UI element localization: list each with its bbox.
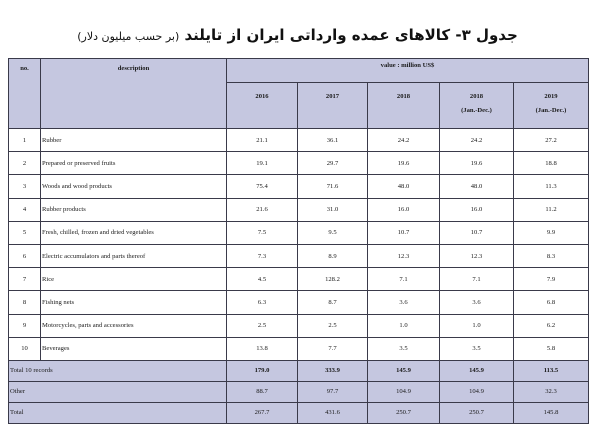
row-value: 18.8 <box>514 152 589 175</box>
table-row <box>9 129 589 152</box>
row-value: 10.7 <box>368 221 440 244</box>
summary-value: 179.0 <box>227 360 298 381</box>
row-value: 7.9 <box>514 268 589 291</box>
summary-value: 250.7 <box>368 402 440 423</box>
row-value: 8.9 <box>298 244 368 267</box>
summary-value: 145.9 <box>440 360 514 381</box>
summary-label: Other <box>9 381 227 402</box>
row-value: 12.3 <box>368 244 440 267</box>
row-description: Woods and wood products <box>41 175 227 198</box>
row-description: Fishing nets <box>41 291 227 314</box>
row-description: Motorcycles, parts and accessories <box>41 314 227 337</box>
row-value: 7.1 <box>440 268 514 291</box>
row-value: 10.7 <box>440 221 514 244</box>
header-no: no. <box>9 59 41 129</box>
table-row <box>9 314 589 337</box>
table-row <box>9 198 589 221</box>
row-value: 8.7 <box>298 291 368 314</box>
row-value: 21.6 <box>227 198 298 221</box>
header-year-note: (Jan.-Dec.) <box>535 106 567 114</box>
row-value: 3.6 <box>368 291 440 314</box>
row-value: 27.2 <box>514 129 589 152</box>
row-value: 7.5 <box>227 221 298 244</box>
row-value: 24.2 <box>440 129 514 152</box>
row-value: 128.2 <box>298 268 368 291</box>
row-number: 1 <box>9 129 41 152</box>
header-year-label: 2016 <box>255 93 269 100</box>
row-value: 19.1 <box>227 152 298 175</box>
row-description: Fresh, chilled, frozen and dried vegetables <box>41 221 227 244</box>
header-year-label: 2018 <box>396 93 411 100</box>
table-row <box>9 244 589 267</box>
row-value: 16.0 <box>440 198 514 221</box>
row-value: 21.1 <box>227 129 298 152</box>
row-value: 6.3 <box>227 291 298 314</box>
row-value: 29.7 <box>298 152 368 175</box>
row-value: 13.8 <box>227 337 298 360</box>
row-value: 19.6 <box>440 152 514 175</box>
row-number: 8 <box>9 291 41 314</box>
summary-value: 145.9 <box>368 360 440 381</box>
row-value: 31.0 <box>298 198 368 221</box>
summary-value: 113.5 <box>514 360 589 381</box>
row-number: 3 <box>9 175 41 198</box>
imports-table <box>8 58 589 424</box>
row-value: 7.1 <box>368 268 440 291</box>
row-value: 36.1 <box>298 129 368 152</box>
row-number: 5 <box>9 221 41 244</box>
table-row <box>9 175 589 198</box>
summary-value: 97.7 <box>298 381 368 402</box>
table-title-unit: (بر حسب میلیون دلار) <box>77 30 180 43</box>
row-description: Rubber <box>41 129 227 152</box>
summary-row <box>9 360 589 381</box>
row-value: 19.6 <box>368 152 440 175</box>
header-value-group: value : million US$ <box>227 59 589 83</box>
row-value: 48.0 <box>368 175 440 198</box>
summary-value: 250.7 <box>440 402 514 423</box>
summary-row <box>9 381 589 402</box>
header-year <box>368 83 440 129</box>
table-title <box>0 26 595 44</box>
row-value: 11.3 <box>514 175 589 198</box>
header-year <box>298 83 368 129</box>
summary-value: 88.7 <box>227 381 298 402</box>
row-number: 7 <box>9 268 41 291</box>
row-value: 6.8 <box>514 291 589 314</box>
row-value: 7.7 <box>298 337 368 360</box>
summary-label: Total <box>9 402 227 423</box>
summary-value: 32.3 <box>514 381 589 402</box>
row-value: 7.3 <box>227 244 298 267</box>
row-value: 48.0 <box>440 175 514 198</box>
row-value: 12.3 <box>440 244 514 267</box>
row-value: 16.0 <box>368 198 440 221</box>
row-number: 2 <box>9 152 41 175</box>
table-row <box>9 337 589 360</box>
row-value: 6.2 <box>514 314 589 337</box>
row-value: 3.5 <box>368 337 440 360</box>
summary-value: 333.9 <box>298 360 368 381</box>
row-value: 71.6 <box>298 175 368 198</box>
row-value: 3.6 <box>440 291 514 314</box>
row-value: 5.8 <box>514 337 589 360</box>
row-number: 9 <box>9 314 41 337</box>
row-description: Rubber products <box>41 198 227 221</box>
header-year-note: (Jan.-Dec.) <box>461 106 492 114</box>
header-year <box>227 83 298 129</box>
summary-value: 145.8 <box>514 402 589 423</box>
row-value: 9.9 <box>514 221 589 244</box>
summary-label: Total 10 records <box>9 360 227 381</box>
row-number: 6 <box>9 244 41 267</box>
row-value: 9.5 <box>298 221 368 244</box>
summary-value: 431.6 <box>298 402 368 423</box>
row-number: 4 <box>9 198 41 221</box>
row-value: 1.0 <box>368 314 440 337</box>
row-description: Prepared or preserved fruits <box>41 152 227 175</box>
row-value: 2.5 <box>298 314 368 337</box>
table-row <box>9 268 589 291</box>
table-title-main: جدول ۳- کالاهای عمده وارداتی ایران از تایلند <box>184 26 518 44</box>
row-value: 11.2 <box>514 198 589 221</box>
row-description: Electric accumulators and parts thereof <box>41 244 227 267</box>
row-value: 24.2 <box>368 129 440 152</box>
header-year <box>440 83 514 129</box>
header-description: description <box>41 59 227 129</box>
header-year-label: 2017 <box>325 93 340 100</box>
row-value: 1.0 <box>440 314 514 337</box>
row-description: Rice <box>41 268 227 291</box>
table-row <box>9 152 589 175</box>
row-description: Beverages <box>41 337 227 360</box>
row-number: 10 <box>9 337 41 360</box>
header-year-label: 2018 <box>469 93 484 100</box>
summary-value: 104.9 <box>440 381 514 402</box>
summary-value: 104.9 <box>368 381 440 402</box>
header-year <box>514 83 589 129</box>
summary-row <box>9 402 589 423</box>
row-value: 3.5 <box>440 337 514 360</box>
header-year-label: 2019 <box>544 93 558 100</box>
row-value: 4.5 <box>227 268 298 291</box>
table-row <box>9 221 589 244</box>
row-value: 2.5 <box>227 314 298 337</box>
table-row <box>9 291 589 314</box>
row-value: 75.4 <box>227 175 298 198</box>
summary-value: 267.7 <box>227 402 298 423</box>
row-value: 8.3 <box>514 244 589 267</box>
